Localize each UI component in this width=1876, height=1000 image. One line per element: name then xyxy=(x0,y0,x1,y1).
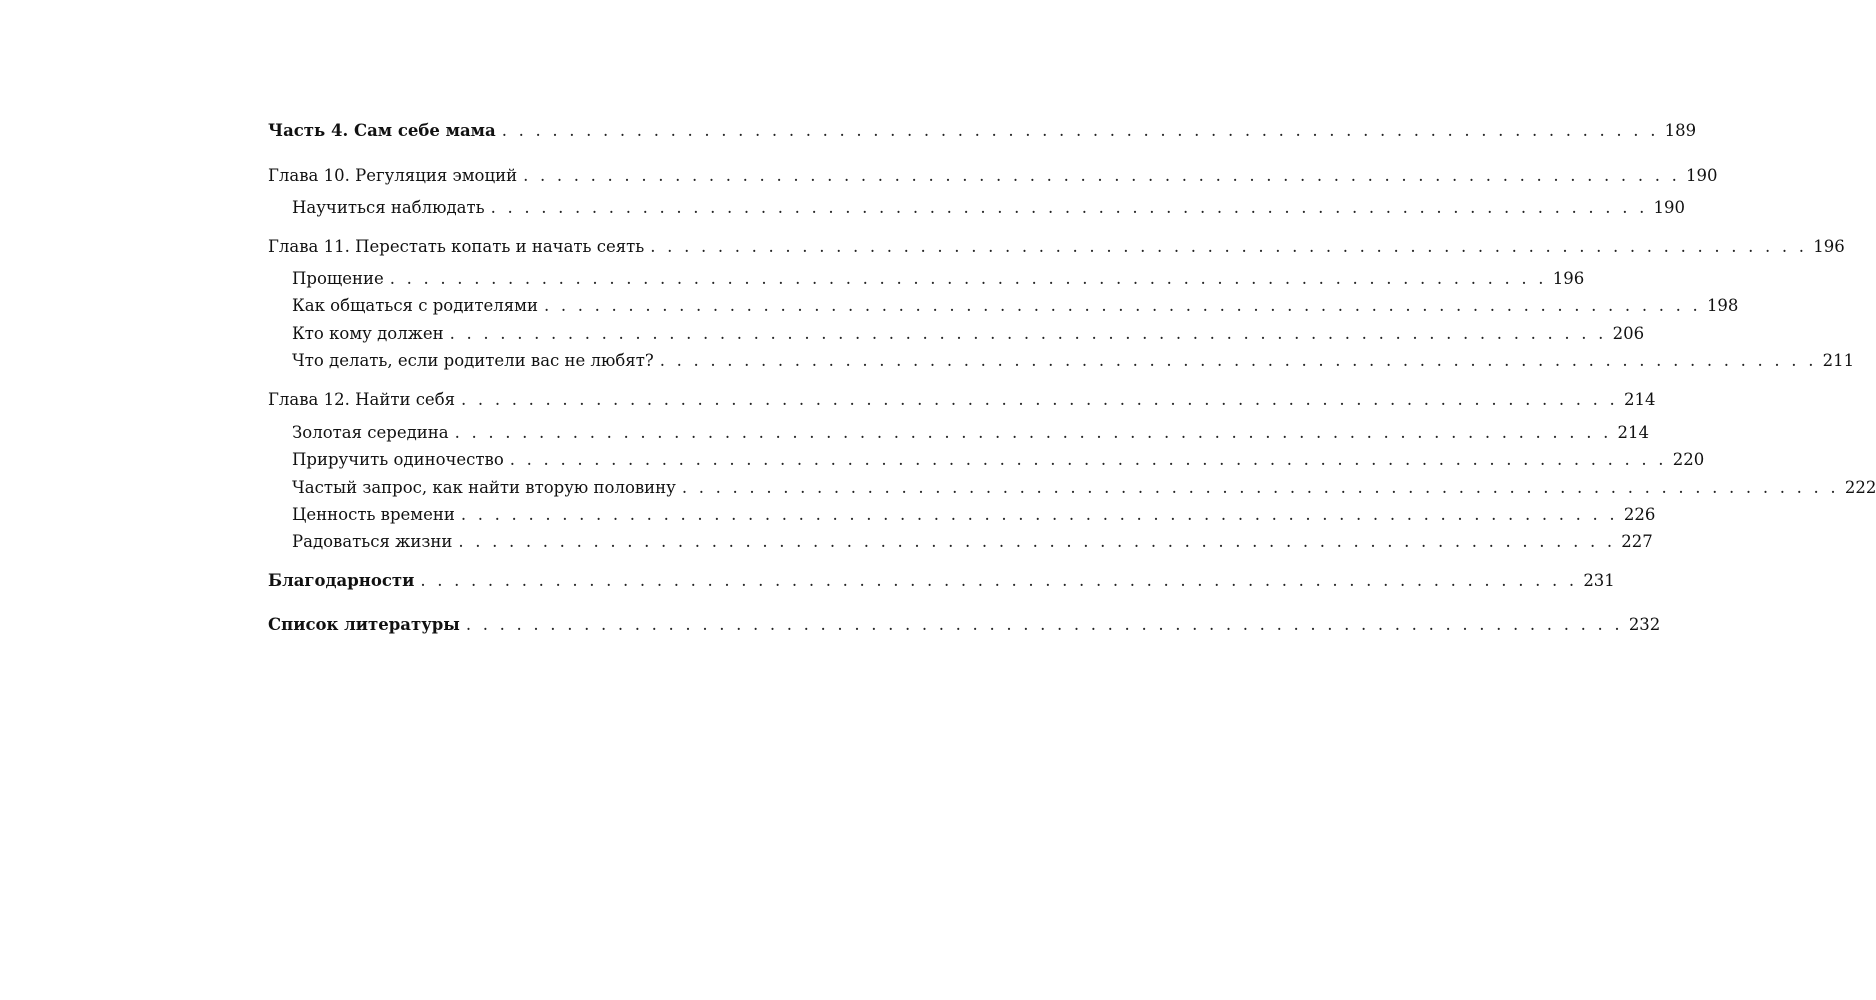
toc-entry-bibliography xyxy=(268,613,1661,637)
toc-entry-section xyxy=(292,421,1650,445)
toc-entry-section xyxy=(292,322,1645,346)
dot-leader: . . . . . . . . . . . . . . . . . . . . . . . . . . . . . . . . . . . . . . . . . . . . . . . . . . . . . . . . . . . . . . . . . . . . . xyxy=(659,351,1817,370)
dot-leader: . . . . . . . . . . . . . . . . . . . . . . . . . . . . . . . . . . . . . . . . . . . . . . . . . . . . . . . . . . . . . . . . . . . . . xyxy=(389,269,1547,288)
toc-entry-title: Ценность времени xyxy=(292,505,455,524)
toc-entry-section xyxy=(292,196,1686,220)
toc-entry-page: 227 xyxy=(1621,532,1653,551)
toc-entry-part-4 xyxy=(268,119,1697,143)
toc-entry-title: Прощение xyxy=(292,269,384,288)
dot-leader: . . . . . . . . . . . . . . . . . . . . . . . . . . . . . . . . . . . . . . . . . . . . . . . . . . . . . . . . . . . . . . . . . . . . . xyxy=(523,166,1681,185)
toc-entry-page: 220 xyxy=(1672,450,1705,469)
toc-entry-chapter-11 xyxy=(268,235,1845,259)
toc-entry-page: 222 xyxy=(1844,478,1876,497)
toc-entry-page: 190 xyxy=(1653,198,1686,217)
toc-entry-section xyxy=(292,294,1739,318)
dot-leader: . . . . . . . . . . . . . . . . . . . . . . . . . . . . . . . . . . . . . . . . . . . . . . . . . . . . . . . . . . . . . . . . . . . . . xyxy=(465,615,1623,634)
dot-leader: . . . . . . . . . . . . . . . . . . . . . . . . . . . . . . . . . . . . . . . . . . . . . . . . . . . . . . . . . . . . . . . . . . . . . xyxy=(458,532,1616,551)
dot-leader: . . . . . . . . . . . . . . . . . . . . . . . . . . . . . . . . . . . . . . . . . . . . . . . . . . . . . . . . . . . . . . . . . . . . . xyxy=(449,324,1607,343)
toc-entry-page: 206 xyxy=(1612,324,1645,343)
toc-entry-title: Глава 11. Перестать копать и начать сеять xyxy=(268,237,645,256)
toc-entry-chapter-10 xyxy=(268,164,1718,188)
toc-entry-section xyxy=(292,503,1656,527)
dot-leader: . . . . . . . . . . . . . . . . . . . . . . . . . . . . . . . . . . . . . . . . . . . . . . . . . . . . . . . . . . . . . . . . . . . . . xyxy=(543,296,1701,315)
toc-entry-title: Приручить одиночество xyxy=(292,450,504,469)
toc-entry-title: Как общаться с родителями xyxy=(292,296,538,315)
dot-leader: . . . . . . . . . . . . . . . . . . . . . . . . . . . . . . . . . . . . . . . . . . . . . . . . . . . . . . . . . . . . . . . . . . . . . xyxy=(420,571,1578,590)
toc-entry-title: Частый запрос, как найти вторую половину xyxy=(292,478,676,497)
toc-entry-page: 214 xyxy=(1624,390,1656,409)
toc-entry-title: Часть 4. Сам себе мама xyxy=(268,121,496,140)
dot-leader: . . . . . . . . . . . . . . . . . . . . . . . . . . . . . . . . . . . . . . . . . . . . . . . . . . . . . . . . . . . . . . . . . . . . . xyxy=(681,478,1839,497)
toc-entry-page: 198 xyxy=(1706,296,1739,315)
dot-leader: . . . . . . . . . . . . . . . . . . . . . . . . . . . . . . . . . . . . . . . . . . . . . . . . . . . . . . . . . . . . . . . . . . . . . xyxy=(460,505,1618,524)
toc-entry-section xyxy=(292,267,1585,291)
toc-entry-title: Глава 12. Найти себя xyxy=(268,390,456,409)
dot-leader: . . . . . . . . . . . . . . . . . . . . . . . . . . . . . . . . . . . . . . . . . . . . . . . . . . . . . . . . . . . . . . . . . . . . . xyxy=(490,198,1648,217)
toc-entry-chapter-12 xyxy=(268,388,1656,412)
toc-entry-section xyxy=(292,530,1653,554)
toc-entry-page: 231 xyxy=(1583,571,1615,590)
dot-leader: . . . . . . . . . . . . . . . . . . . . . . . . . . . . . . . . . . . . . . . . . . . . . . . . . . . . . . . . . . . . . . . . . . . . . xyxy=(454,423,1612,442)
toc-entry-title: Золотая середина xyxy=(292,423,449,442)
toc-entry-title: Кто кому должен xyxy=(292,324,444,343)
toc-entry-page: 226 xyxy=(1623,505,1656,524)
toc-entry-title: Радоваться жизни xyxy=(292,532,453,551)
toc-entry-section xyxy=(292,349,1855,373)
toc-entry-title: Список литературы xyxy=(268,615,460,634)
dot-leader: . . . . . . . . . . . . . . . . . . . . . . . . . . . . . . . . . . . . . . . . . . . . . . . . . . . . . . . . . . . . . . . . . . . . . xyxy=(501,121,1659,140)
toc-entry-page: 196 xyxy=(1813,237,1845,256)
dot-leader: . . . . . . . . . . . . . . . . . . . . . . . . . . . . . . . . . . . . . . . . . . . . . . . . . . . . . . . . . . . . . . . . . . . . . xyxy=(509,450,1667,469)
toc-entry-acknowledgements xyxy=(268,569,1615,593)
toc-entry-page: 232 xyxy=(1628,615,1661,634)
toc-entry-page: 189 xyxy=(1664,121,1697,140)
toc-entry-page: 211 xyxy=(1822,351,1855,370)
toc-entry-title: Что делать, если родители вас не любят? xyxy=(292,351,654,370)
dot-leader: . . . . . . . . . . . . . . . . . . . . . . . . . . . . . . . . . . . . . . . . . . . . . . . . . . . . . . . . . . . . . . . . . . . . . xyxy=(461,390,1618,409)
toc-entry-page: 190 xyxy=(1686,166,1718,185)
toc-entry-page: 214 xyxy=(1617,423,1650,442)
toc-entry-section xyxy=(292,476,1876,500)
toc-entry-section xyxy=(292,448,1705,472)
toc-entry-page: 196 xyxy=(1552,269,1585,288)
toc-entry-title: Благодарности xyxy=(268,571,415,590)
toc-entry-title: Научиться наблюдать xyxy=(292,198,485,217)
dot-leader: . . . . . . . . . . . . . . . . . . . . . . . . . . . . . . . . . . . . . . . . . . . . . . . . . . . . . . . . . . . . . . . . . . . . . xyxy=(650,237,1808,256)
toc-entry-title: Глава 10. Регуляция эмоций xyxy=(268,166,518,185)
